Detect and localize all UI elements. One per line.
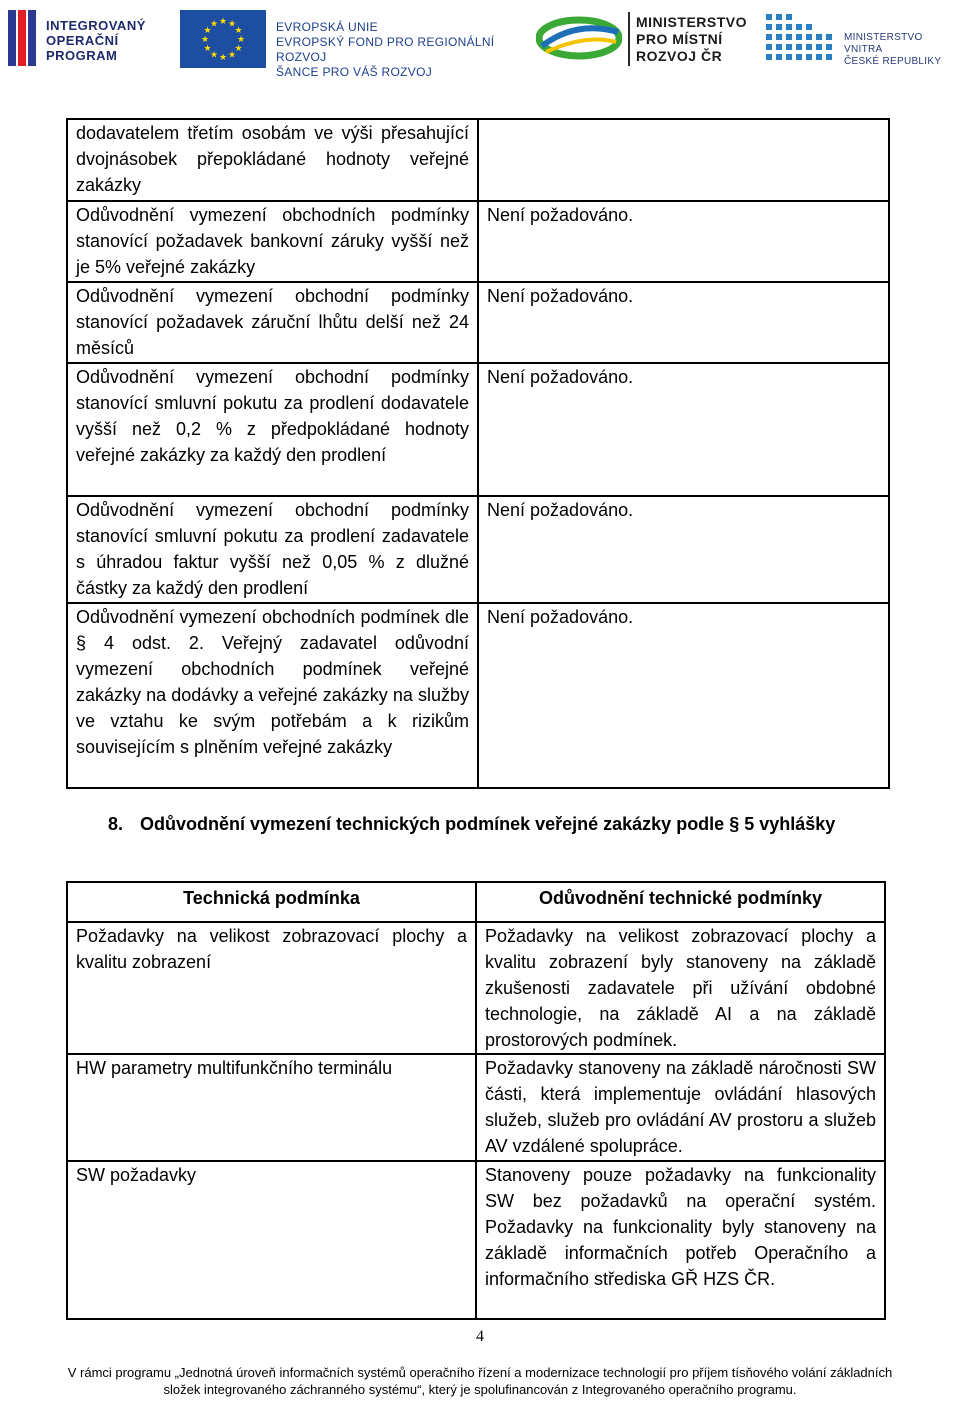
table-row	[67, 1161, 885, 1319]
justification-cell: Není požadováno.	[478, 282, 889, 363]
column-header: Odůvodnění technické podmínky	[476, 882, 885, 922]
iop-logo-mark	[8, 8, 38, 68]
mmr-swoosh-icon	[536, 16, 622, 60]
table-row	[67, 282, 889, 363]
justification-cell	[478, 119, 889, 201]
condition-cell: dodavatelem třetím osobám ve výši přesahující dvojnásobek přepokládané hodnoty veřejné zakázky	[67, 119, 478, 201]
svg-text:★: ★	[234, 26, 243, 36]
condition-cell: Požadavky na velikost zobrazovací plochy a kvalitu zobrazení	[67, 922, 476, 1054]
justification-cell: Není požadováno.	[478, 363, 889, 496]
justification-cell: Není požadováno.	[478, 603, 889, 788]
column-header: Technická podmínka	[67, 882, 476, 922]
table-row	[67, 603, 889, 788]
condition-cell: Odůvodnění vymezení obchodní podmínky stanovící požadavek záruční lhůtu delší než 24 měsíců	[67, 282, 478, 363]
commercial-conditions-table	[66, 118, 890, 789]
svg-text:★: ★	[218, 53, 228, 63]
condition-cell: Odůvodnění vymezení obchodních podmínek dle § 4 odst. 2. Veřejný zadavatel odůvodní vymezení obchodních podmínek veřejné zakázky na dodávky a veřejné zakázky na služby ve vztahu ke svým potřebám a k rizikům souvisejícím s plněním veřejné zakázky	[67, 603, 478, 788]
svg-text:★: ★	[227, 50, 237, 61]
justification-cell: Požadavky stanoveny na základě náročnosti SW části, která implementuje ovládání hlasových služeb, služeb pro ovládání AV prostoru a služeb AV vzdálené spolupráce.	[476, 1054, 885, 1161]
condition-cell: Odůvodnění vymezení obchodních podmínky stanovící požadavek bankovní záruky vyšší než je 5% veřejné zakázky	[67, 201, 478, 282]
svg-text:★: ★	[218, 17, 228, 27]
eu-logo-text: EVROPSKÁ UNIE EVROPSKÝ FOND PRO REGIONÁLNÍ ROZVOJ ŠANCE PRO VÁŠ ROZVOJ	[276, 20, 495, 79]
eu-logo	[180, 8, 520, 79]
svg-text:★: ★	[209, 19, 219, 30]
justification-cell: Stanoveny pouze požadavky na funkcionality SW bez požadavků na operační systém. Požadavky na funkcionality byly stanoveny na základě informačních potřeb Operačního a informačního střediska GŘ HZS ČR.	[476, 1161, 885, 1319]
svg-text:★: ★	[200, 35, 210, 45]
mmr-logo-text: MINISTERSTVO PRO MÍSTNÍ ROZVOJ ČR	[636, 14, 748, 64]
svg-text:★: ★	[236, 35, 246, 45]
condition-cell: Odůvodnění vymezení obchodní podmínky stanovící smluvní pokutu za prodlení dodavatele vyšší než 0,2 % z předpokládané hodnoty veřejné zakázky za každý den prodlení	[67, 363, 478, 496]
svg-text:★: ★	[209, 50, 219, 61]
section-title: Odůvodnění vymezení technických podmínek veřejné zakázky podle § 5 vyhlášky	[140, 814, 836, 834]
header-logos	[0, 0, 960, 80]
table-row	[67, 922, 885, 1054]
condition-cell: HW parametry multifunkčního terminálu	[67, 1054, 476, 1161]
svg-text:★: ★	[234, 44, 243, 54]
eu-flag-icon	[180, 10, 266, 68]
table-row	[67, 201, 889, 282]
svg-text:★: ★	[203, 26, 212, 36]
condition-cell: SW požadavky	[67, 1161, 476, 1319]
table-header-row	[67, 882, 885, 922]
section-number: 8.	[108, 814, 124, 834]
justification-cell: Požadavky na velikost zobrazovací plochy a kvalitu zobrazení byly stanoveny na základě zkušenosti zadavatele při užívání obdobné technologie, na základě AI a na základě prostorových podmínek.	[476, 922, 885, 1054]
page-number: 4	[476, 1328, 484, 1345]
table-row	[67, 1054, 885, 1161]
table-row	[67, 119, 889, 201]
technical-conditions-table	[66, 881, 886, 1320]
section-heading	[108, 812, 884, 836]
condition-cell: Odůvodnění vymezení obchodní podmínky stanovící smluvní pokutu za prodlení zadavatele s úhradou faktur vyšší než 0,05 % z dlužné částky za každý den prodlení	[67, 496, 478, 603]
mvcr-logo-text: MINISTERSTVO VNITRA ČESKÉ REPUBLIKY	[844, 32, 942, 67]
justification-cell: Není požadováno.	[478, 201, 889, 282]
iop-logo-text: INTEGROVANÝ OPERAČNÍ PROGRAM	[46, 18, 146, 63]
mvcr-logo	[764, 8, 960, 70]
table-row	[67, 363, 889, 496]
table-row	[67, 496, 889, 603]
mmr-logo	[536, 8, 756, 70]
justification-cell: Není požadováno.	[478, 496, 889, 603]
mvcr-dots-icon	[764, 12, 836, 68]
svg-text:★: ★	[203, 44, 212, 54]
footer-text: V rámci programu „Jednotná úroveň informačních systémů operačního řízení a modernizace technologií pro příjem tísňového volání základních složek integrovaného záchranného systému“, který je spolufinancován z Integrovaného operačního programu.	[67, 1365, 893, 1397]
iop-logo	[8, 8, 156, 70]
svg-text:★: ★	[227, 19, 237, 30]
